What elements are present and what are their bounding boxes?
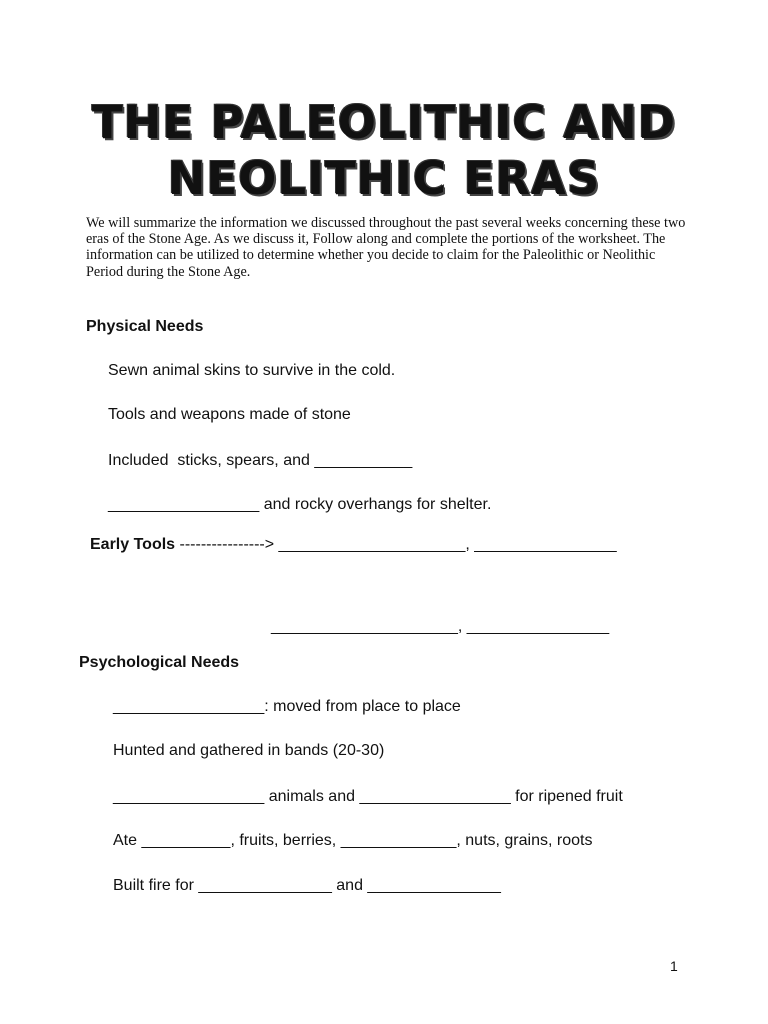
early-tools-blanks-2: _____________________, ________________ bbox=[271, 618, 610, 635]
psychological-item: Hunted and gathered in bands (20-30) bbox=[113, 742, 385, 759]
intro-paragraph: We will summarize the information we discussed throughout the past several weeks concerning these two eras of the Stone Age. As we discuss it, Follow along and complete the portions of the worksheet. The information can be utilized to determine whether you decide to claim for the Paleolithic or Neolithic Period during the Stone Age. bbox=[86, 215, 686, 280]
title-line-2: NEOLITHIC ERAS bbox=[167, 152, 601, 205]
psychological-item: Ate __________, fruits, berries, _____________, nuts, grains, roots bbox=[113, 832, 593, 849]
title-line-1: THE PALEOLITHIC AND bbox=[91, 96, 677, 149]
early-tools-blanks: ----------------> _____________________, ________________ bbox=[175, 536, 617, 553]
psychological-item: _________________ animals and _________________ for ripened fruit bbox=[113, 788, 623, 805]
psychological-item: _________________: moved from place to place bbox=[113, 698, 461, 715]
early-tools-label: Early Tools bbox=[90, 536, 176, 553]
psychological-item: Built fire for _______________ and _______________ bbox=[113, 877, 501, 894]
physical-needs-heading: Physical Needs bbox=[86, 318, 204, 335]
page-number: 1 bbox=[670, 958, 678, 974]
early-tools-line bbox=[90, 536, 617, 554]
physical-item: Included sticks, spears, and ___________ bbox=[108, 452, 413, 469]
physical-item: Tools and weapons made of stone bbox=[108, 406, 351, 423]
physical-item: Sewn animal skins to survive in the cold. bbox=[108, 362, 396, 379]
psychological-needs-heading: Psychological Needs bbox=[79, 654, 240, 671]
physical-item: _________________ and rocky overhangs for shelter. bbox=[108, 496, 492, 513]
